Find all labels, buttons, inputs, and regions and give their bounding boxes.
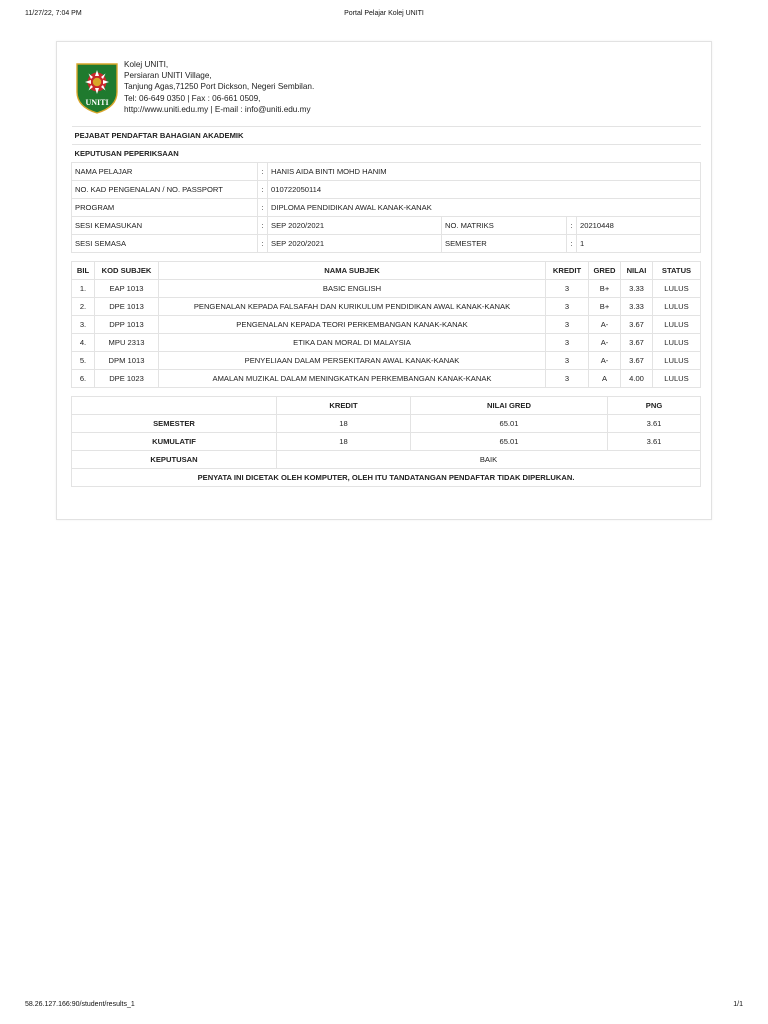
computer-generated-note: PENYATA INI DICETAK OLEH KOMPUTER, OLEH ITU TANDATANGAN PENDAFTAR TIDAK DIPERLUKAN. — [72, 469, 701, 487]
table-row — [72, 370, 701, 388]
bil-cell: 3. — [72, 316, 95, 334]
svg-text:UNITI: UNITI — [85, 98, 109, 107]
session-value: SEP 2020/2021 — [268, 235, 442, 253]
name-row — [72, 163, 701, 181]
session-row — [72, 235, 701, 253]
code-cell: DPE 1023 — [95, 370, 159, 388]
col-header: BIL — [72, 262, 95, 280]
semester-kredit: 18 — [277, 415, 411, 433]
summary-table — [71, 396, 701, 487]
status-cell: LULUS — [653, 334, 701, 352]
summary-header-row — [72, 397, 701, 415]
matric-label: NO. MATRIKS — [442, 217, 567, 235]
value-cell: 3.67 — [621, 316, 653, 334]
program-row — [72, 199, 701, 217]
col-header: KREDIT — [546, 262, 589, 280]
summary-header-kredit: KREDIT — [277, 397, 411, 415]
grade-cell: B+ — [589, 280, 621, 298]
subject-cell: BASIC ENGLISH — [159, 280, 546, 298]
table-row — [72, 334, 701, 352]
program-value: DIPLOMA PENDIDIKAN AWAL KANAK-KANAK — [268, 199, 701, 217]
value-cell: 3.67 — [621, 352, 653, 370]
keputusan-value: BAIK — [277, 451, 701, 469]
credit-cell: 3 — [546, 316, 589, 334]
address-line: Tanjung Agas,71250 Port Dickson, Negeri Sembilan. — [124, 82, 315, 92]
section-row — [72, 145, 701, 163]
col-header: STATUS — [653, 262, 701, 280]
department-row — [72, 127, 701, 145]
summary-header-nilai-gred: NILAI GRED — [411, 397, 608, 415]
print-footer — [0, 1001, 768, 1015]
print-page-title: Portal Pelajar Kolej UNITI — [344, 10, 424, 17]
credit-cell: 3 — [546, 280, 589, 298]
kumulatif-summary-row — [72, 433, 701, 451]
note-row — [72, 469, 701, 487]
intake-label: SESI KEMASUKAN — [72, 217, 258, 235]
letterhead — [71, 58, 700, 122]
colon: : — [258, 163, 268, 181]
colon: : — [258, 181, 268, 199]
col-header: NILAI — [621, 262, 653, 280]
print-datetime: 11/27/22, 7:04 PM — [25, 10, 82, 17]
bil-cell: 2. — [72, 298, 95, 316]
colon: : — [258, 217, 268, 235]
student-info-table — [71, 126, 701, 253]
session-label: SESI SEMASA — [72, 235, 258, 253]
address-line: Tel: 06-649 0350 | Fax : 06-661 0509, — [124, 93, 261, 103]
ic-label: NO. KAD PENGENALAN / NO. PASSPORT — [72, 181, 258, 199]
matric-value: 20210448 — [577, 217, 701, 235]
keputusan-label: KEPUTUSAN — [72, 451, 277, 469]
semester-value: 1 — [577, 235, 701, 253]
table-row — [72, 280, 701, 298]
credit-cell: 3 — [546, 370, 589, 388]
credit-cell: 3 — [546, 298, 589, 316]
value-cell: 3.33 — [621, 298, 653, 316]
section-title: KEPUTUSAN PEPERIKSAAN — [72, 145, 701, 163]
colon: : — [567, 217, 577, 235]
credit-cell: 3 — [546, 352, 589, 370]
intake-row — [72, 217, 701, 235]
kumulatif-kredit: 18 — [277, 433, 411, 451]
semester-summary-label: SEMESTER — [72, 415, 277, 433]
colon: : — [258, 235, 268, 253]
grades-header-row — [72, 262, 701, 280]
table-row — [72, 352, 701, 370]
status-cell: LULUS — [653, 316, 701, 334]
bil-cell: 1. — [72, 280, 95, 298]
value-cell: 3.33 — [621, 280, 653, 298]
department-title: PEJABAT PENDAFTAR BAHAGIAN AKADEMIK — [72, 127, 701, 145]
code-cell: DPM 1013 — [95, 352, 159, 370]
status-cell: LULUS — [653, 280, 701, 298]
keputusan-row — [72, 451, 701, 469]
address-line: Persiaran UNITI Village, — [124, 71, 212, 81]
col-header: GRED — [589, 262, 621, 280]
table-row — [72, 316, 701, 334]
summary-header-png: PNG — [608, 397, 701, 415]
address-line: http://www.uniti.edu.my | E-mail : info@uniti.edu.my — [124, 104, 311, 114]
status-cell: LULUS — [653, 298, 701, 316]
name-label: NAMA PELAJAR — [72, 163, 258, 181]
kumulatif-png: 3.61 — [608, 433, 701, 451]
bil-cell: 4. — [72, 334, 95, 352]
col-header: NAMA SUBJEK — [159, 262, 546, 280]
print-url: 58.26.127.166:90/student/results_1 — [25, 1001, 135, 1008]
grade-cell: A- — [589, 352, 621, 370]
semester-nilai-gred: 65.01 — [411, 415, 608, 433]
table-row — [72, 298, 701, 316]
semester-label: SEMESTER — [442, 235, 567, 253]
name-value: HANIS AIDA BINTI MOHD HANIM — [268, 163, 701, 181]
subject-cell: PENGENALAN KEPADA TEORI PERKEMBANGAN KANAK-KANAK — [159, 316, 546, 334]
print-header — [0, 10, 768, 24]
code-cell: MPU 2313 — [95, 334, 159, 352]
grade-cell: A- — [589, 316, 621, 334]
intake-value: SEP 2020/2021 — [268, 217, 442, 235]
code-cell: DPP 1013 — [95, 316, 159, 334]
semester-png: 3.61 — [608, 415, 701, 433]
semester-summary-row — [72, 415, 701, 433]
grade-cell: A- — [589, 334, 621, 352]
print-page-count: 1/1 — [733, 1001, 743, 1008]
bil-cell: 6. — [72, 370, 95, 388]
address-line: Kolej UNITI, — [124, 60, 169, 69]
status-cell: LULUS — [653, 370, 701, 388]
program-label: PROGRAM — [72, 199, 258, 217]
grades-table — [71, 261, 701, 388]
code-cell: DPE 1013 — [95, 298, 159, 316]
subject-cell: PENGENALAN KEPADA FALSAFAH DAN KURIKULUM PENDIDIKAN AWAL KANAK-KANAK — [159, 298, 546, 316]
bil-cell: 5. — [72, 352, 95, 370]
uniti-crest-icon — [75, 62, 119, 114]
value-cell: 4.00 — [621, 370, 653, 388]
grade-cell: A — [589, 370, 621, 388]
col-header: KOD SUBJEK — [95, 262, 159, 280]
credit-cell: 3 — [546, 334, 589, 352]
subject-cell: ETIKA DAN MORAL DI MALAYSIA — [159, 334, 546, 352]
colon: : — [258, 199, 268, 217]
status-cell: LULUS — [653, 352, 701, 370]
kumulatif-nilai-gred: 65.01 — [411, 433, 608, 451]
subject-cell: AMALAN MUZIKAL DALAM MENINGKATKAN PERKEMBANGAN KANAK-KANAK — [159, 370, 546, 388]
subject-cell: PENYELIAAN DALAM PERSEKITARAN AWAL KANAK-KANAK — [159, 352, 546, 370]
result-slip-card — [56, 41, 712, 520]
ic-row — [72, 181, 701, 199]
grade-cell: B+ — [589, 298, 621, 316]
summary-header-empty — [72, 397, 277, 415]
college-address — [124, 59, 314, 115]
kumulatif-label: KUMULATIF — [72, 433, 277, 451]
colon: : — [567, 235, 577, 253]
ic-value: 010722050114 — [268, 181, 701, 199]
value-cell: 3.67 — [621, 334, 653, 352]
code-cell: EAP 1013 — [95, 280, 159, 298]
